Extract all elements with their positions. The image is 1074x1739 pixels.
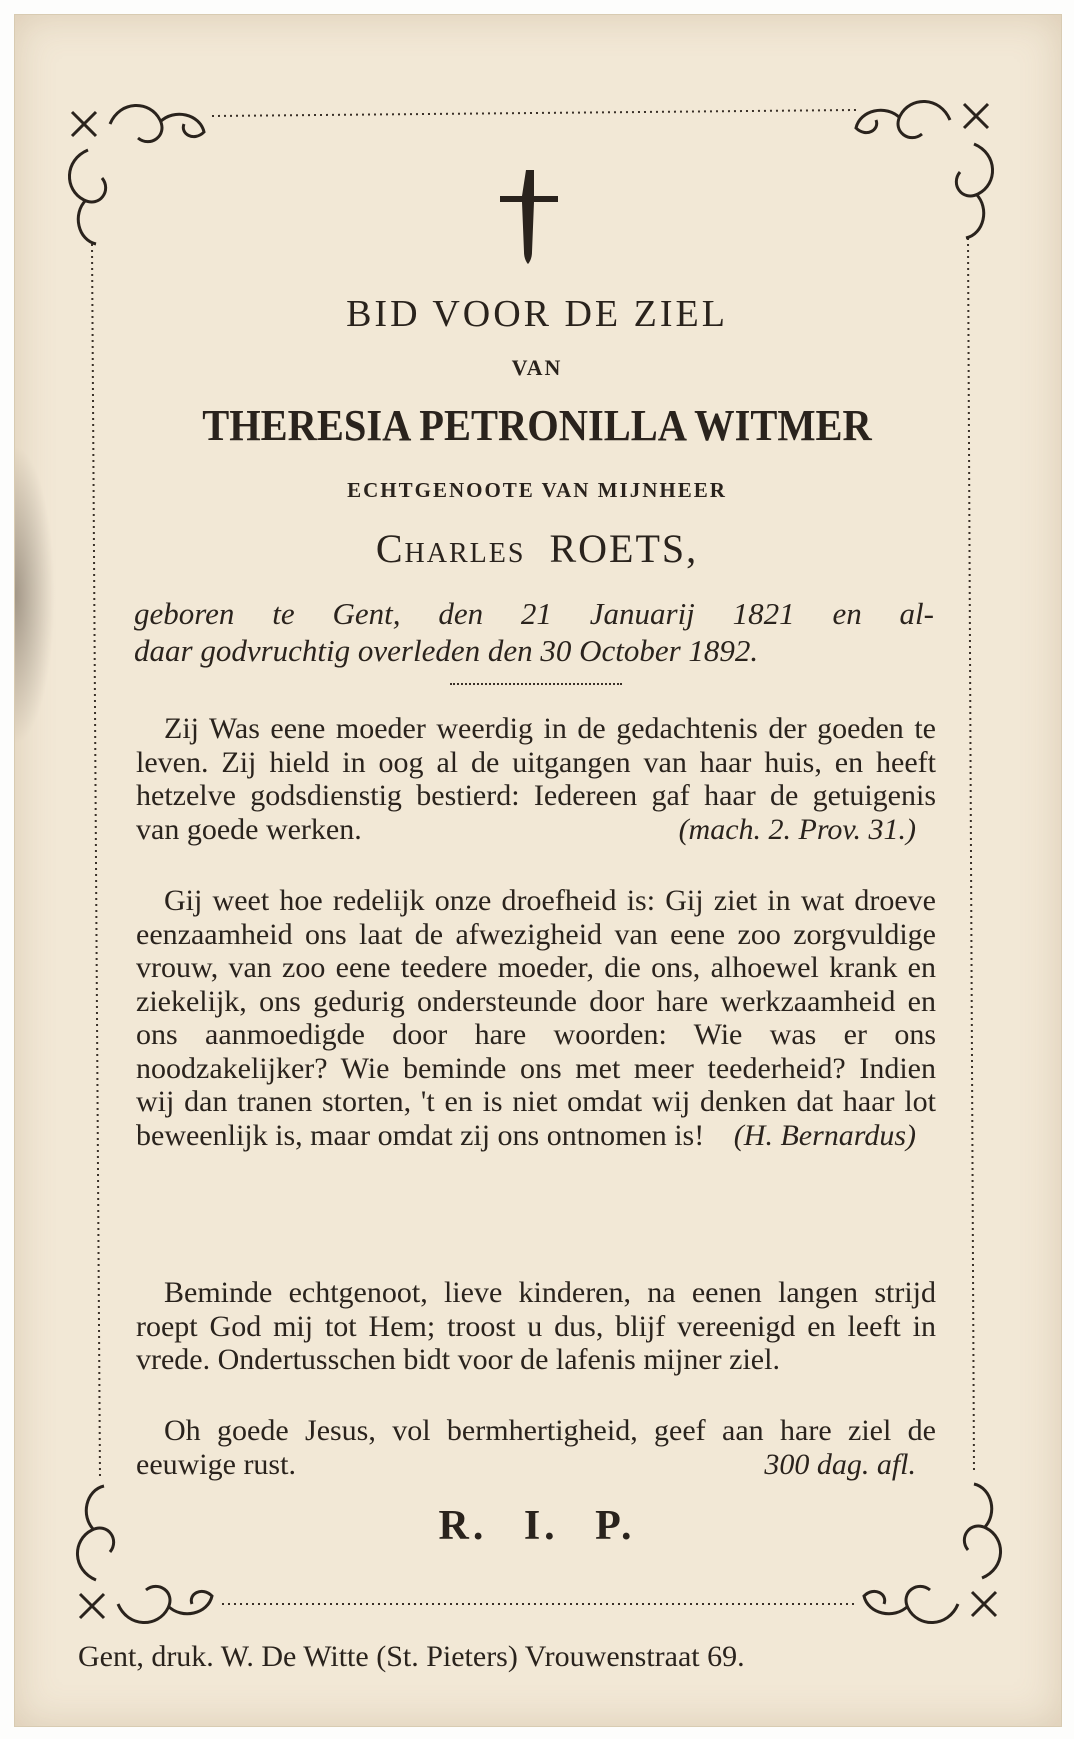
paragraph-1-text: Zij Was eene moeder weerdig in de gedachtenis der goeden te leven. Zij hield in oog al de uitgangen van haar huis, en heeft hetzelve godsdienstig bestierd: Iedereen gaf haar de getuigenis van goede werken.: [136, 712, 936, 846]
paragraph-2-ref: (H. Bernardus): [733, 1118, 916, 1152]
deceased-name: THERESIA PETRONILLA WITMER: [202, 401, 872, 450]
cross-icon: [500, 168, 560, 268]
rip: R. I. P.: [438, 1503, 636, 1549]
birth-line-2: daar godvruchtig overleden den 30 October 1892.: [134, 633, 759, 668]
dotted-separator: [450, 683, 622, 685]
paragraph-1-ref: (mach. 2. Prov. 31.): [678, 812, 916, 846]
spouse-first-name: Charles: [375, 526, 526, 571]
corner-ornament-icon: [69, 105, 204, 244]
spouse-name: [0, 525, 1074, 572]
paragraph-3: [136, 1276, 936, 1377]
paragraph-2-text: Gij weet hoe redelijk onze droefheid is: Gij ziet in wat droeve eenzaamheid ons laat de afwezigheid van eene zoo zorgvuldige vrouw, van zoo eene teedere moeder, die ons, alhoewel krank en ziekelijk, ons gedurig ondersteunde door hare werkzaamheid en ons aanmoedigde door hare woorden: Wie was er ons noodzakelijker? Wie beminde ons met meer teederheid? Indien wij dan tranen storten, 't en is niet omdat wij denken dat haar lot beweenlijk is, maar omdat zij ons ontnomen is!: [136, 884, 936, 1152]
paragraph-4: [136, 1414, 936, 1481]
birth-line-1: geboren te Gent, den 21 Januarij 1821 en al-: [134, 596, 934, 631]
van-label: VAN: [511, 355, 563, 380]
spouse-of-label: ECHTGENOOTE VAN MIJNHEER: [347, 478, 727, 502]
paragraph-2: [136, 884, 936, 1152]
paragraph-1: [136, 712, 936, 846]
heading: BID VOOR DE ZIEL: [346, 293, 728, 335]
spouse-last-name: ROETS,: [549, 526, 699, 571]
paragraph-3-text: Beminde echtgenoot, lieve kinderen, na eenen langen strijd roept God mij tot Hem; troost u dus, blijf vereenigd en leeft in vrede. Ondertusschen bidt voor de lafenis mijner ziel.: [136, 1276, 936, 1376]
paragraph-4-ref: 300 dag. afl.: [764, 1447, 916, 1481]
printer-line: Gent, druk. W. De Witte (St. Pieters) Vrouwenstraat 69.: [78, 1640, 745, 1673]
paragraph-4-text: Oh goede Jesus, vol bermhertigheid, geef aan hare ziel de eeuwige rust.: [136, 1414, 936, 1481]
